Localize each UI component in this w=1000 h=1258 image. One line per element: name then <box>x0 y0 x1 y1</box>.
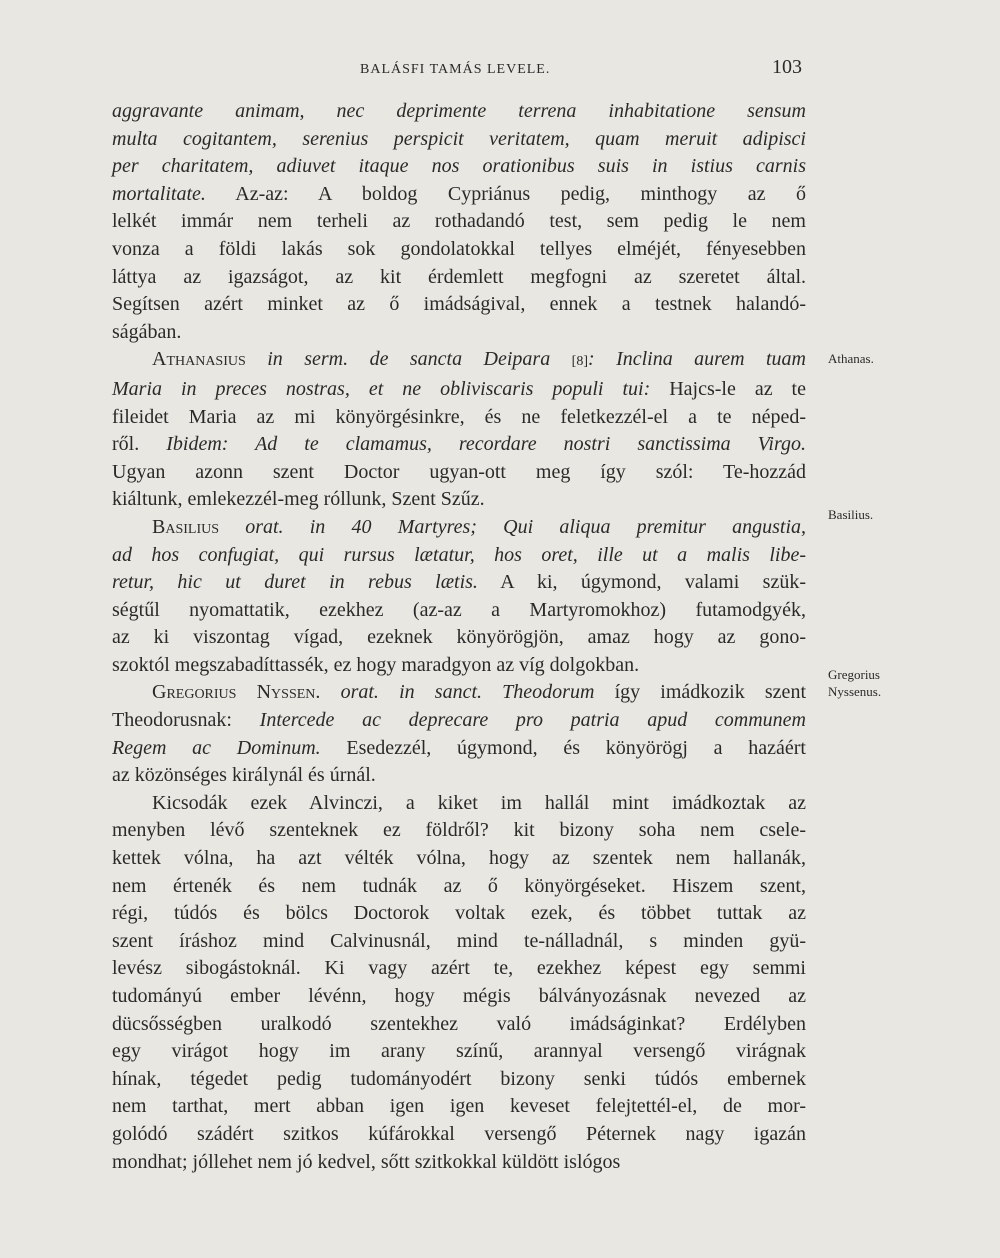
text-line <box>112 376 806 404</box>
text-line <box>112 1011 806 1039</box>
margin-note-nyssenus: Nyssenus. <box>828 684 882 699</box>
text-line <box>112 1149 806 1177</box>
text-line <box>112 153 806 181</box>
text-line <box>112 346 806 376</box>
text-segment: orat. in sanct. Theodorum <box>320 681 595 704</box>
text-segment: levész sibogástoknál. Ki vagy azért te, ezekhez képest egy semmi <box>112 957 806 980</box>
text-segment: Regem ac Dominum. <box>112 736 321 759</box>
text-line <box>112 624 806 652</box>
text-segment: Ibidem: Ad te clamamus, recordare nostri sanctissima Virgo. <box>166 433 806 456</box>
text-segment: Az-az: A boldog Cypriánus pedig, minthogy az ő <box>205 182 806 205</box>
text-segment: nem tarthat, mert abban igen igen keveset felejtettél-el, de mor- <box>112 1095 806 1118</box>
text-segment: multa cogitantem, serenius perspicit veritatem, quam meruit adipisci <box>112 127 806 150</box>
text-line <box>112 845 806 873</box>
text-line <box>112 459 806 487</box>
running-title: BALÁSFI TAMÁS LEVELE. <box>360 62 551 77</box>
text-segment: retur, hic ut duret in rebus lætis. <box>112 571 478 594</box>
text-line <box>112 514 806 542</box>
text-line <box>112 790 806 818</box>
text-segment: tudományú ember lévénn, hogy mégis bálványozásnak nevezed az <box>112 985 806 1007</box>
text-segment: ad hos confugiat, qui rursus lætatur, hos oret, ille ut a malis libe- <box>112 543 806 566</box>
text-segment: aggravante animam, nec deprimente terrena inhabitatione sensum <box>112 100 806 122</box>
text-segment: mondhat; jóllehet nem jó kedvel, sőtt szitkokkal küldött islógos <box>112 1150 621 1173</box>
text-segment: Basilius <box>152 515 220 538</box>
text-line <box>112 181 806 209</box>
text-line <box>112 98 806 126</box>
margin-note-athanas: Athanas. <box>828 351 874 366</box>
text-line <box>112 569 806 597</box>
text-segment: A ki, úgymond, valami szük- <box>477 571 807 594</box>
text-line <box>112 817 806 845</box>
text-line <box>112 928 806 956</box>
text-line <box>112 1121 806 1149</box>
text-segment: Ugyan azonn szent Doctor ugyan-ott meg így szól: Te-hozzád <box>112 460 806 483</box>
text-segment: Intercede ac deprecare pro patria apud communem <box>259 709 806 732</box>
text-line <box>112 291 806 319</box>
text-line <box>112 1066 806 1094</box>
text-segment: az ki viszontag vígad, ezeknek könyörögjön, amaz hogy az gono- <box>112 626 806 649</box>
text-line <box>112 404 806 432</box>
text-segment: mortalitate. <box>112 182 206 205</box>
text-segment: láttya az igazságot, az kit érdemlett megfogni az szeretet által. <box>112 265 806 288</box>
text-line <box>112 486 806 514</box>
text-segment: Segítsen azért minket az ő imádságival, ennek a testnek halandó- <box>112 293 806 316</box>
text-line <box>112 126 806 154</box>
text-line <box>112 264 806 292</box>
text-segment: golódó szádért szitkos kúfárokkal versengő Péternek nagy igazán <box>112 1122 806 1145</box>
text-line <box>112 873 806 901</box>
text-segment: dücsősségben uralkodó szentekhez való imádságinkat? Erdélyben <box>112 1012 806 1035</box>
text-line <box>112 1038 806 1066</box>
text-segment: az közönséges királynál és úrnál. <box>112 764 376 787</box>
body-text <box>112 98 806 1176</box>
text-segment: ségtűl nyomattatik, ezekhez (az-az a Martyromokhoz) futamodgyék, <box>112 598 806 621</box>
margin-note-basilius: Basilius. <box>828 507 874 522</box>
text-line <box>112 707 806 735</box>
text-segment: Gregorius Nyssen. <box>152 681 321 704</box>
text-segment: kettek vólna, ha azt vélték vólna, hogy az szentek nem hallanák, <box>112 847 806 870</box>
text-line <box>112 597 806 625</box>
text-segment: szent íráshoz mind Calvinusnál, mind te-nálladnál, s minden gyü- <box>112 929 806 952</box>
text-line <box>112 652 806 680</box>
text-segment: nem értenék és nem tudnák az ő könyörgéseket. Hiszem szent, <box>112 874 806 897</box>
text-segment: ságában. <box>112 320 182 343</box>
page-number: 103 <box>772 56 802 78</box>
text-segment: vonza a földi lakás sok gondolatokkal tellyes elméjét, fényesebben <box>112 237 806 260</box>
text-segment: régi, túdós és bölcs Doctorok voltak ezek, és többet tuttak az <box>112 902 806 925</box>
text-line <box>112 900 806 928</box>
text-line <box>112 1093 806 1121</box>
text-line <box>112 319 806 347</box>
text-line <box>112 208 806 236</box>
text-line <box>112 431 806 459</box>
text-segment: per charitatem, adiuvet itaque nos orationibus suis in istius carnis <box>112 155 806 178</box>
text-segment: szoktól megszabadíttassék, ez hogy maradgyon az víg dolgokban. <box>112 653 640 676</box>
text-segment: : Inclina aurem tuam <box>587 348 806 371</box>
text-line <box>112 762 806 790</box>
text-segment: Theodorusnak: <box>112 709 260 732</box>
text-line <box>112 236 806 264</box>
text-segment: menyben lévő szenteknek ez földről? kit bizony soha nem csele- <box>112 819 806 842</box>
text-line <box>112 542 806 570</box>
text-line <box>112 955 806 983</box>
text-segment: így imádkozik szent <box>594 681 806 704</box>
text-line <box>112 679 806 707</box>
text-segment: orat. in 40 Martyres; Qui aliqua premitur angustia, <box>219 515 806 538</box>
text-line <box>112 735 806 763</box>
text-segment: Maria in preces nostras, et ne obliviscaris populi tui: <box>112 377 651 400</box>
text-line <box>112 983 806 1011</box>
text-segment: ről. <box>112 433 167 456</box>
text-segment: Hajcs-le az te <box>650 377 806 400</box>
text-segment: egy virágot hogy im arany színű, arannyal versengő virágnak <box>112 1040 806 1063</box>
text-segment: in serm. de sancta Deipara <box>245 348 572 371</box>
text-segment: lelkét immár nem terheli az rothadandó test, sem pedig le nem <box>112 210 806 233</box>
text-segment: Esedezzél, úgymond, és könyörögj a hazáért <box>320 736 806 759</box>
text-segment: Athanasius <box>152 348 246 371</box>
text-segment: [8] <box>571 354 588 370</box>
margin-note-gregorius: Gregorius <box>828 667 880 682</box>
page-header <box>112 56 802 86</box>
text-segment: kiáltunk, emlekezzél-meg róllunk, Szent Szűz. <box>112 488 485 511</box>
text-segment: Kicsodák ezek Alvinczi, a kiket im hallál mint imádkoztak az <box>152 791 806 814</box>
text-segment: hínak, tégedet pedig tudományodért bizony senki túdós embernek <box>112 1067 806 1090</box>
text-segment: fileidet Maria az mi könyörgésinkre, és ne feletkezzél-el a te néped- <box>112 405 806 428</box>
